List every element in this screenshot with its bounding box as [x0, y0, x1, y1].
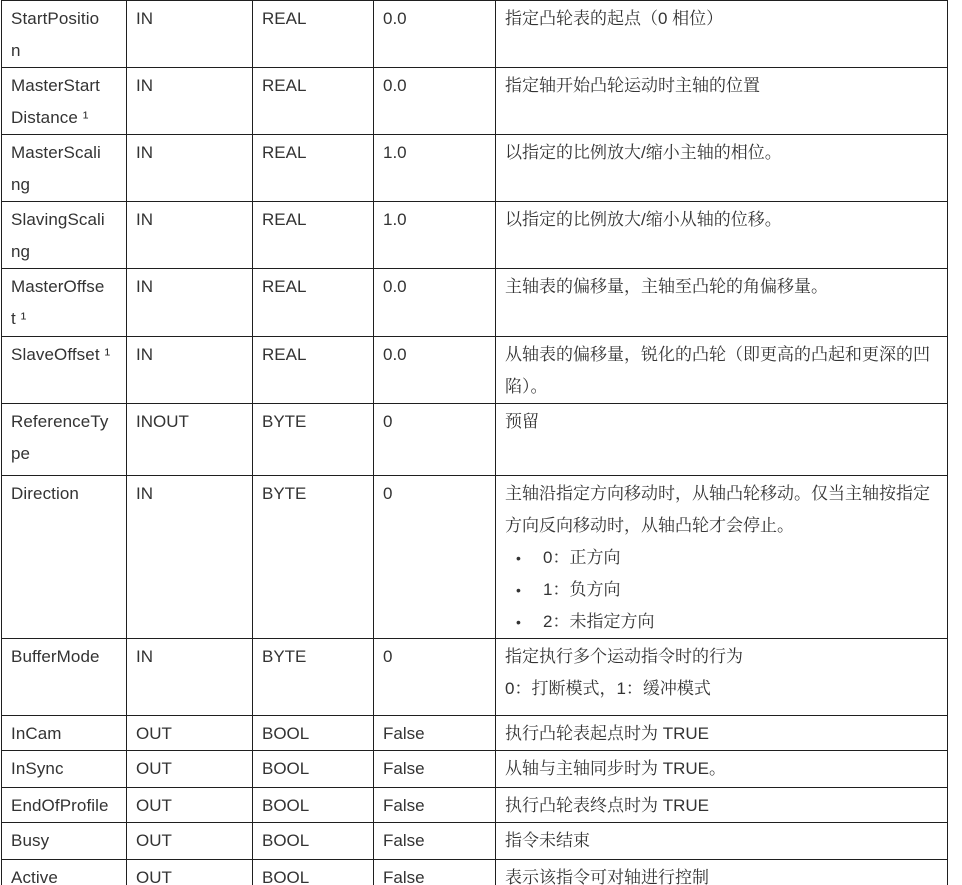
param-name-line: Active: [11, 868, 58, 885]
param-default-cell: 0.0: [374, 68, 496, 135]
param-description-cell: [496, 135, 948, 202]
param-name-cell: [2, 476, 127, 639]
param-datatype-cell: REAL: [253, 135, 374, 202]
param-name-line: ng: [11, 175, 31, 194]
param-default-cell: 0: [374, 404, 496, 476]
param-datatype-cell: BYTE: [253, 404, 374, 476]
param-name-cell: [2, 788, 127, 823]
table-row: [2, 68, 948, 135]
param-name-cell: [2, 404, 127, 476]
table-row: [2, 639, 948, 716]
param-name-cell: [2, 135, 127, 202]
table-row: [2, 860, 948, 885]
bullet-icon: •: [516, 614, 521, 630]
param-name-line: StartPositio: [11, 9, 100, 28]
param-datatype-cell: REAL: [253, 269, 374, 337]
param-name-line: n: [11, 41, 21, 60]
param-name-line: Direction: [11, 484, 79, 503]
param-name-line: Distance ¹: [11, 108, 89, 127]
param-datatype-cell: REAL: [253, 68, 374, 135]
param-name-line: pe: [11, 444, 31, 463]
param-description-cell: [496, 476, 948, 639]
description-paragraph: 执行凸轮表终点时为 TRUE: [505, 796, 709, 815]
param-default-cell: 1.0: [374, 202, 496, 269]
param-default-cell: False: [374, 751, 496, 788]
param-name-cell: [2, 68, 127, 135]
param-direction-cell: IN: [127, 202, 253, 269]
table-row: [2, 202, 948, 269]
table-row: [2, 751, 948, 788]
param-default-cell: 0: [374, 639, 496, 716]
param-name-line: EndOfProfile: [11, 796, 109, 815]
param-default-cell: 0.0: [374, 1, 496, 68]
param-description-cell: [496, 860, 948, 885]
param-direction-cell: IN: [127, 476, 253, 639]
param-description-cell: [496, 269, 948, 337]
table-row: [2, 716, 948, 751]
param-direction-cell: INOUT: [127, 404, 253, 476]
description-paragraph: 指定凸轮表的起点（0 相位）: [505, 9, 724, 28]
param-name-line: t ¹: [11, 309, 27, 328]
param-description-cell: [496, 639, 948, 716]
param-default-cell: False: [374, 716, 496, 751]
param-datatype-cell: BOOL: [253, 716, 374, 751]
description-paragraph: 指令未结束: [505, 831, 590, 850]
description-paragraph: 以指定的比例放大/缩小从轴的位移。: [505, 210, 782, 229]
param-direction-cell: OUT: [127, 716, 253, 751]
param-name-cell: [2, 1, 127, 68]
description-bullet-text: 2：未指定方向: [543, 612, 655, 631]
param-name-cell: [2, 337, 127, 404]
param-name-line: InCam: [11, 724, 62, 743]
description-paragraph: 执行凸轮表起点时为 TRUE: [505, 724, 709, 743]
description-paragraph: 从轴与主轴同步时为 TRUE。: [505, 759, 726, 778]
param-name-cell: [2, 716, 127, 751]
param-name-line: SlavingScali: [11, 210, 105, 229]
param-datatype-cell: REAL: [253, 1, 374, 68]
param-direction-cell: OUT: [127, 788, 253, 823]
param-datatype-cell: REAL: [253, 202, 374, 269]
description-bullet-text: 0：正方向: [543, 548, 621, 567]
bullet-icon: •: [516, 582, 521, 598]
param-name-cell: [2, 860, 127, 885]
parameter-table: [1, 0, 948, 885]
table-row: [2, 135, 948, 202]
param-datatype-cell: BOOL: [253, 788, 374, 823]
description-paragraph: 以指定的比例放大/缩小主轴的相位。: [505, 143, 782, 162]
param-description-cell: [496, 68, 948, 135]
param-datatype-cell: BOOL: [253, 751, 374, 788]
param-name-line: MasterScali: [11, 143, 101, 162]
param-name-cell: [2, 823, 127, 860]
table-row: [2, 788, 948, 823]
param-name-line: MasterStart: [11, 76, 100, 95]
description-paragraph: 从轴表的偏移量，锐化的凸轮（即更高的凸起和更深的凹陷）。: [505, 345, 930, 396]
param-name-cell: [2, 639, 127, 716]
param-direction-cell: IN: [127, 68, 253, 135]
param-description-cell: [496, 404, 948, 476]
description-bullet-item: [505, 542, 939, 574]
param-datatype-cell: BOOL: [253, 823, 374, 860]
param-name-line: SlaveOffset ¹: [11, 345, 111, 364]
table-row: [2, 823, 948, 860]
param-default-cell: False: [374, 860, 496, 885]
table-row: [2, 404, 948, 476]
param-description-cell: [496, 202, 948, 269]
param-datatype-cell: BYTE: [253, 476, 374, 639]
param-name-line: MasterOffse: [11, 277, 105, 296]
param-name-line: ng: [11, 242, 31, 261]
description-paragraph: 主轴表的偏移量，主轴至凸轮的角偏移量。: [505, 277, 828, 296]
param-name-cell: [2, 751, 127, 788]
param-datatype-cell: BYTE: [253, 639, 374, 716]
param-name-line: ReferenceTy: [11, 412, 109, 431]
param-name-line: Busy: [11, 831, 50, 850]
param-direction-cell: OUT: [127, 823, 253, 860]
param-description-cell: [496, 751, 948, 788]
description-bullet-item: [505, 574, 939, 606]
table-row: [2, 269, 948, 337]
description-bullet-item: [505, 606, 939, 638]
param-default-cell: 0: [374, 476, 496, 639]
param-name-line: InSync: [11, 759, 64, 778]
param-direction-cell: IN: [127, 337, 253, 404]
param-default-cell: False: [374, 788, 496, 823]
param-description-cell: [496, 337, 948, 404]
description-paragraph: 0：打断模式，1：缓冲模式: [505, 679, 711, 698]
param-name-line: BufferMode: [11, 647, 100, 666]
table-row: [2, 337, 948, 404]
param-default-cell: 0.0: [374, 269, 496, 337]
param-name-cell: [2, 202, 127, 269]
param-direction-cell: IN: [127, 135, 253, 202]
param-direction-cell: IN: [127, 1, 253, 68]
param-description-cell: [496, 716, 948, 751]
param-direction-cell: OUT: [127, 751, 253, 788]
description-paragraph: 表示该指令可对轴进行控制: [505, 868, 709, 885]
description-paragraph: 主轴沿指定方向移动时，从轴凸轮移动。仅当主轴按指定方向反向移动时，从轴凸轮才会停止。: [505, 484, 930, 535]
description-bullet-text: 1：负方向: [543, 580, 621, 599]
param-default-cell: 0.0: [374, 337, 496, 404]
param-datatype-cell: BOOL: [253, 860, 374, 885]
table-row: [2, 476, 948, 639]
param-description-cell: [496, 788, 948, 823]
param-direction-cell: OUT: [127, 860, 253, 885]
description-paragraph: 预留: [505, 412, 539, 431]
param-direction-cell: IN: [127, 269, 253, 337]
param-default-cell: False: [374, 823, 496, 860]
bullet-icon: •: [516, 550, 521, 566]
description-paragraph: 指定执行多个运动指令时的行为: [505, 647, 743, 666]
parameter-table-body: [2, 1, 948, 885]
param-default-cell: 1.0: [374, 135, 496, 202]
param-description-cell: [496, 823, 948, 860]
table-row: [2, 1, 948, 68]
param-name-cell: [2, 269, 127, 337]
param-direction-cell: IN: [127, 639, 253, 716]
description-paragraph: 指定轴开始凸轮运动时主轴的位置: [505, 76, 760, 95]
param-description-cell: [496, 1, 948, 68]
param-datatype-cell: REAL: [253, 337, 374, 404]
